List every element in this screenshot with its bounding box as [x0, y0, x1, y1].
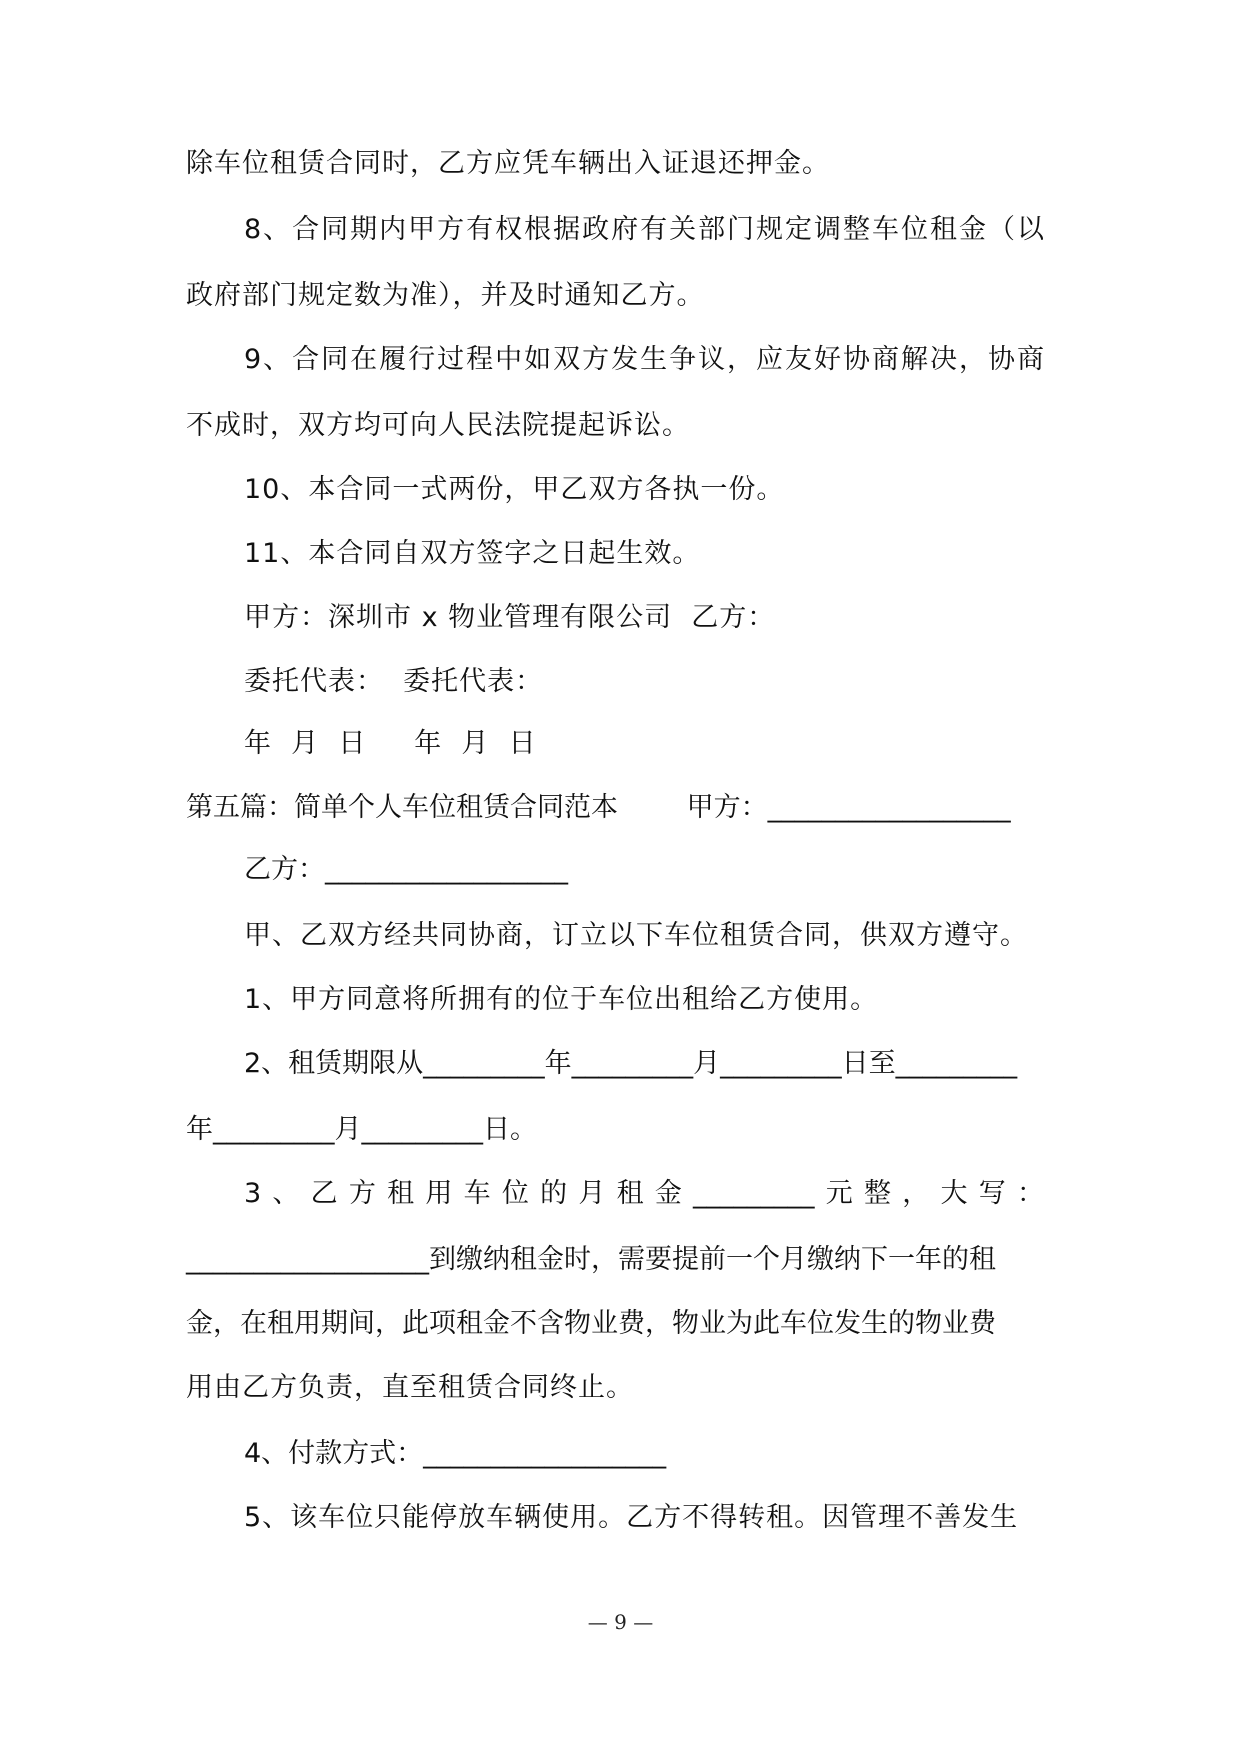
clause-4: 4、付款方式：__________________ [244, 1438, 667, 1469]
clause-1: 1、甲方同意将所拥有的位于车位出租给乙方使用。 [244, 984, 879, 1015]
clause-8-line-2: 政府部门规定数为准），并及时通知乙方。 [186, 280, 705, 311]
clause-3-line-4: 用由乙方负责，直至租赁合同终止。 [186, 1372, 634, 1403]
party-b-line: 乙方：__________________ [244, 854, 568, 885]
party-line: 甲方：深圳市 x 物业管理有限公司 乙方： [244, 602, 776, 633]
clause-2-line-2: 年_________月_________日。 [186, 1114, 537, 1145]
page-number: — 9 — [587, 1610, 654, 1634]
representative-line: 委托代表： 委托代表： [244, 666, 544, 697]
text-line: 除车位租赁合同时，乙方应凭车辆出入证退还押金。 [186, 148, 830, 179]
clause-9-line-1: 9、合同在履行过程中如双方发生争议，应友好协商解决，协商 [244, 344, 1044, 375]
clause-10: 10、本合同一式两份，甲乙双方各执一份。 [244, 474, 785, 505]
clause-11: 11、本合同自双方签字之日起生效。 [244, 538, 701, 569]
preamble-line: 甲、乙双方经共同协商，订立以下车位租赁合同，供双方遵守。 [244, 920, 1028, 951]
date-line: 年 月 日 年 月 日 [244, 728, 537, 759]
clause-9-line-2: 不成时，双方均可向人民法院提起诉讼。 [186, 410, 690, 441]
clause-2-line-1: 2、租赁期限从_________年_________月_________日至_________ [244, 1048, 1018, 1079]
clause-5-line-1: 5、该车位只能停放车辆使用。乙方不得转租。因管理不善发生 [244, 1502, 1019, 1533]
clause-3-line-2: __________________到缴纳租金时，需要提前一个月缴纳下一年的租 [186, 1244, 996, 1275]
clause-8-line-1: 8、合同期内甲方有权根据政府有关部门规定调整车位租金（以 [244, 214, 1044, 245]
clause-3-line-1: 3、乙方租用车位的月租金_________元整，大写： [244, 1178, 1044, 1209]
clause-3-line-3: 金，在租用期间，此项租金不含物业费，物业为此车位发生的物业费 [186, 1308, 996, 1339]
section-title-line: 第五篇：简单个人车位租赁合同范本 甲方：__________________ [186, 792, 1011, 823]
